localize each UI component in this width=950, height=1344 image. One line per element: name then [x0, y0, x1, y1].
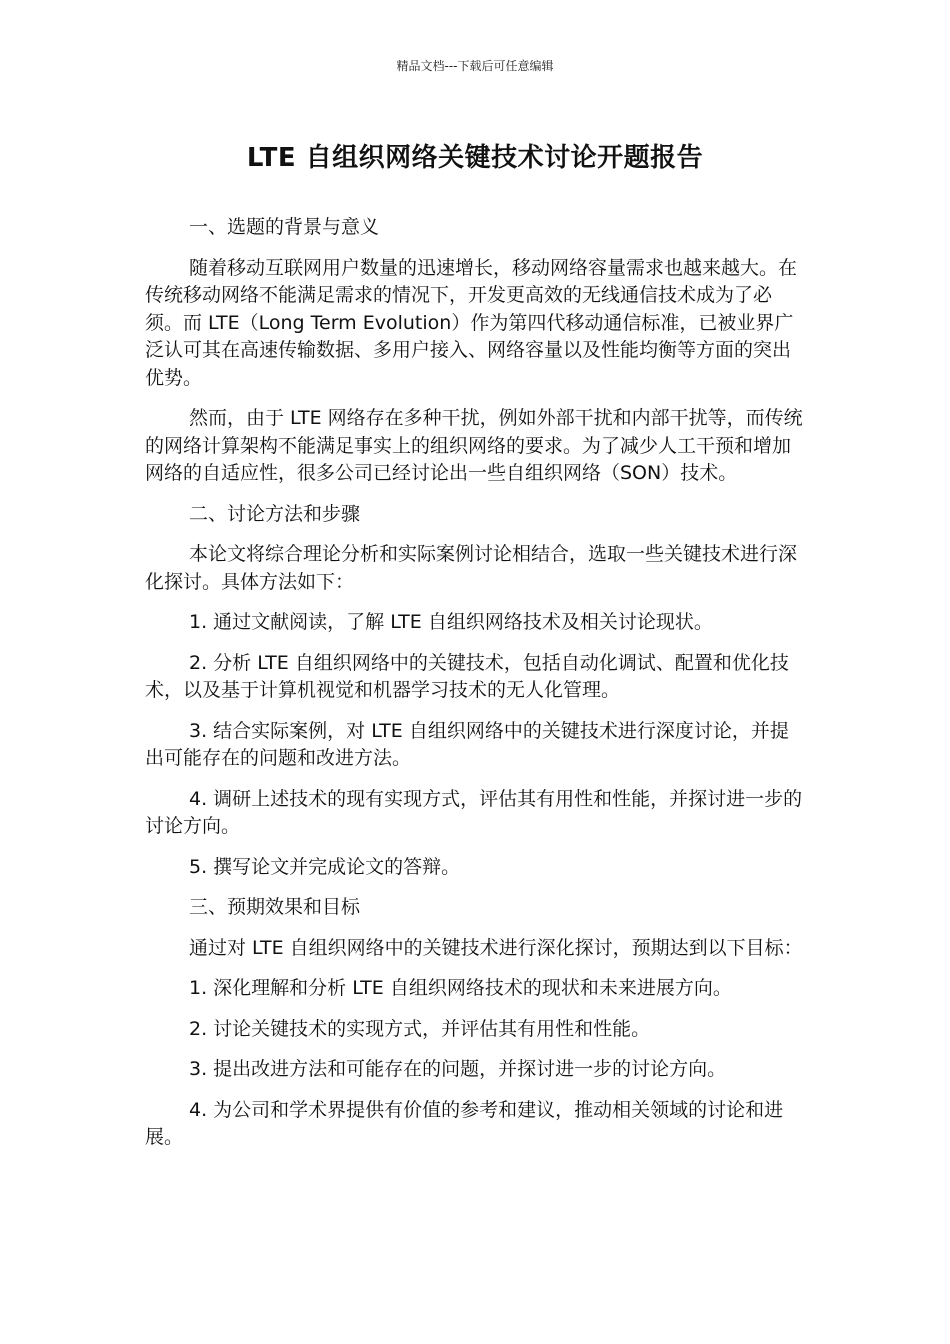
document-title: LTE 自组织网络关键技术讨论开题报告 [246, 143, 704, 173]
section-heading-goals: 三、预期效果和目标 [189, 896, 361, 918]
paragraph-interference: 然而，由于 LTE 网络存在多种干扰，例如外部干扰和内部干扰等，而传统的网络计算架构不能满足事实上的组织网络的要求。为了减少人工干预和增加网络的自适应性，很多公司已经讨论出一些自组织网络（SON）技术。 [145, 407, 803, 484]
paragraph-background: 随着移动互联网用户数量的迅速增长，移动网络容量需求也越来越大。在传统移动网络不能满足需求的情况下，开发更高效的无线通信技术成为了必须。而 LTE（Long Term Evolution）作为第四代移动通信标准，已被业界广泛认可其在高速传输数据、多用户接入、网络容量以及性能均衡等方面的突出优势。 [145, 256, 798, 389]
goal-item-4: 4. 为公司和学术界提供有价值的参考和建议，推动相关领域的讨论和进展。 [145, 1098, 784, 1148]
document-body [145, 214, 805, 1165]
method-item-1: 1. 通过文献阅读，了解 LTE 自组织网络技术及相关讨论现状。 [189, 611, 713, 633]
section-heading-methods: 二、讨论方法和步骤 [189, 502, 361, 525]
method-item-3: 3. 结合实际案例，对 LTE 自组织网络中的关键技术进行深度讨论，并提出可能存在的问题和改进方法。 [145, 719, 789, 769]
page-header-note: 精品文档---下载后可任意编辑 [396, 59, 554, 73]
paragraph-methods-intro: 本论文将综合理论分析和实际案例讨论相结合，选取一些关键技术进行深化探讨。具体方法如下： [145, 543, 798, 593]
goal-item-2: 2. 讨论关键技术的实现方式，并评估其有用性和性能。 [189, 1017, 651, 1040]
goal-item-3: 3. 提出改进方法和可能存在的问题，并探讨进一步的讨论方向。 [189, 1058, 727, 1080]
method-item-2: 2. 分析 LTE 自组织网络中的关键技术，包括自动化调试、配置和优化技术，以及基于计算机视觉和机器学习技术的无人化管理。 [145, 651, 789, 701]
paragraph-goals-intro: 通过对 LTE 自组织网络中的关键技术进行深化探讨，预期达到以下目标： [189, 936, 803, 959]
goal-item-1: 1. 深化理解和分析 LTE 自组织网络技术的现状和未来进展方向。 [189, 977, 732, 999]
method-item-4: 4. 调研上述技术的现有实现方式，评估其有用性和性能，并探讨进一步的讨论方向。 [145, 787, 803, 837]
section-heading-background: 一、选题的背景与意义 [189, 216, 380, 238]
method-item-5: 5. 撰写论文并完成论文的答辩。 [189, 855, 461, 878]
